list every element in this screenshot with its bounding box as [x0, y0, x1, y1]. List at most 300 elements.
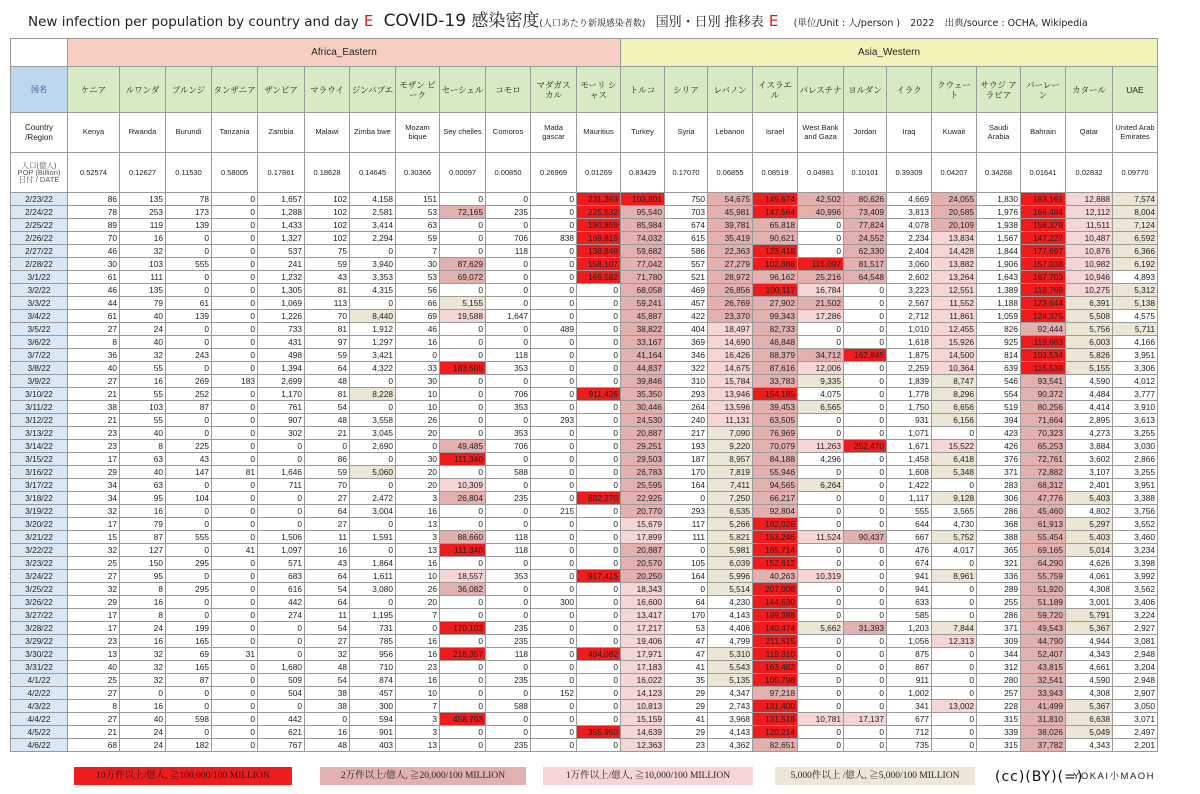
value-cell: 135	[120, 193, 166, 206]
value-cell: 0	[844, 544, 887, 557]
value-cell: 14,428	[932, 245, 977, 258]
value-cell: 23	[68, 440, 120, 453]
value-cell: 8	[68, 700, 120, 713]
value-cell: 0	[212, 297, 258, 310]
value-cell: 20,109	[932, 219, 977, 232]
value-cell: 3	[396, 492, 440, 505]
value-cell: 0	[577, 297, 621, 310]
value-cell: 22,925	[621, 492, 665, 505]
value-cell: 6,003	[1066, 336, 1113, 349]
value-cell: 61	[166, 297, 212, 310]
value-cell: 72,165	[440, 206, 486, 219]
value-cell: 0	[166, 570, 212, 583]
value-cell: 336	[977, 570, 1021, 583]
value-cell: 14,639	[621, 726, 665, 739]
value-cell: 615	[665, 232, 708, 245]
value-cell: 2,948	[1113, 648, 1158, 661]
value-cell: 40	[120, 310, 166, 323]
country-population: 0.17861	[258, 153, 305, 193]
value-cell: 442	[258, 713, 305, 726]
value-cell: 0	[932, 479, 977, 492]
value-cell: 0	[844, 284, 887, 297]
value-cell: 4,590	[1066, 674, 1113, 687]
value-cell: 0	[440, 466, 486, 479]
value-cell: 0	[531, 375, 577, 388]
value-cell: 218,357	[440, 648, 486, 661]
table-row	[11, 544, 1158, 557]
value-cell: 69,072	[440, 271, 486, 284]
value-cell: 48	[305, 414, 350, 427]
value-cell: 0	[577, 440, 621, 453]
value-cell: 4,590	[1066, 375, 1113, 388]
value-cell: 484,082	[577, 648, 621, 661]
table-row	[11, 271, 1158, 284]
value-cell: 123,418	[753, 245, 798, 258]
value-cell: 0	[531, 622, 577, 635]
date-cell: 3/12/22	[11, 414, 68, 427]
value-cell: 69,165	[1021, 544, 1066, 557]
value-cell: 20,770	[621, 505, 665, 518]
value-cell: 341	[887, 700, 932, 713]
value-cell: 85,984	[621, 219, 665, 232]
value-cell: 0	[844, 479, 887, 492]
value-cell: 62,330	[844, 245, 887, 258]
value-cell: 4,893	[1113, 271, 1158, 284]
date-cell: 3/17/22	[11, 479, 68, 492]
value-cell: 0	[531, 739, 577, 752]
country-name-jp: バーレーン	[1021, 67, 1066, 113]
value-cell: 1,327	[258, 232, 305, 245]
value-cell: 1,591	[350, 531, 396, 544]
value-cell: 66	[396, 297, 440, 310]
header-name-en-row	[11, 113, 1158, 153]
value-cell: 0	[844, 401, 887, 414]
value-cell: 59,241	[621, 297, 665, 310]
table-row	[11, 206, 1158, 219]
value-cell: 3,414	[350, 219, 396, 232]
table-row	[11, 492, 1158, 505]
value-cell: 683	[258, 570, 305, 583]
country-name-en: Bahrain	[1021, 113, 1066, 153]
value-cell: 41	[212, 544, 258, 557]
date-cell: 2/24/22	[11, 206, 68, 219]
country-name-jp: クウェート	[932, 67, 977, 113]
value-cell: 94,565	[753, 479, 798, 492]
country-population: 0.17070	[665, 153, 708, 193]
value-cell: 27	[305, 518, 350, 531]
table-row	[11, 531, 1158, 544]
value-cell: 0	[486, 479, 531, 492]
value-cell: 0	[166, 505, 212, 518]
value-cell: 339	[977, 726, 1021, 739]
value-cell: 154,185	[753, 388, 798, 401]
value-cell: 59	[305, 349, 350, 362]
value-cell: 0	[798, 687, 844, 700]
value-cell: 183	[212, 375, 258, 388]
value-cell: 2,907	[1113, 687, 1158, 700]
value-cell: 0	[531, 609, 577, 622]
table-row	[11, 583, 1158, 596]
value-cell: 423	[977, 427, 1021, 440]
page-title	[28, 6, 1188, 36]
value-cell: 7,844	[932, 622, 977, 635]
value-cell: 321	[977, 557, 1021, 570]
value-cell: 6,418	[932, 453, 977, 466]
value-cell: 1,976	[977, 206, 1021, 219]
value-cell: 63	[396, 219, 440, 232]
value-cell: 0	[166, 232, 212, 245]
value-cell: 5,049	[1066, 726, 1113, 739]
value-cell: 51,189	[1021, 596, 1066, 609]
value-cell: 0	[577, 713, 621, 726]
value-cell: 7,819	[708, 466, 753, 479]
value-cell: 0	[844, 583, 887, 596]
value-cell: 34	[68, 479, 120, 492]
value-cell: 3,613	[1113, 414, 1158, 427]
value-cell: 4,799	[708, 635, 753, 648]
value-cell: 81	[305, 323, 350, 336]
table-row	[11, 375, 1158, 388]
value-cell: 0	[486, 583, 531, 596]
value-cell: 111	[665, 531, 708, 544]
value-cell: 0	[212, 518, 258, 531]
value-cell: 20,585	[932, 206, 977, 219]
value-cell: 13,002	[932, 700, 977, 713]
value-cell: 269	[166, 375, 212, 388]
table-row	[11, 713, 1158, 726]
title-mark-2: E	[768, 12, 779, 30]
country-name-en: Lebanon	[708, 113, 753, 153]
value-cell: 586	[665, 245, 708, 258]
date-cell: 2/27/22	[11, 245, 68, 258]
value-cell: 0	[577, 518, 621, 531]
country-name-en: Comoros	[486, 113, 531, 153]
value-cell: 0	[350, 401, 396, 414]
value-cell: 185,714	[753, 544, 798, 557]
value-cell: 0	[844, 505, 887, 518]
value-cell: 0	[212, 258, 258, 271]
value-cell: 87	[166, 401, 212, 414]
value-cell: 5,403	[1066, 492, 1113, 505]
legend-item-100k: 10万件以上/億人, ≧100,000/100 MILLION	[74, 767, 292, 785]
value-cell: 0	[212, 557, 258, 570]
value-cell: 11,263	[798, 440, 844, 453]
value-cell: 61	[68, 310, 120, 323]
value-cell: 274	[258, 609, 305, 622]
value-cell: 7,090	[708, 427, 753, 440]
value-cell: 0	[486, 518, 531, 531]
value-cell: 3,224	[1113, 609, 1158, 622]
value-cell: 0	[440, 414, 486, 427]
value-cell: 1,002	[887, 687, 932, 700]
value-cell: 0	[531, 388, 577, 401]
value-cell: 4,343	[1066, 648, 1113, 661]
value-cell: 0	[798, 648, 844, 661]
value-cell: 0	[531, 518, 577, 531]
value-cell: 644	[887, 518, 932, 531]
country-population: 0.30366	[396, 153, 440, 193]
value-cell: 102	[305, 206, 350, 219]
value-cell: 11,524	[798, 531, 844, 544]
value-cell: 78	[166, 193, 212, 206]
value-cell: 70,323	[1021, 427, 1066, 440]
value-cell: 20	[396, 596, 440, 609]
value-cell: 13	[68, 648, 120, 661]
value-cell: 31,393	[844, 622, 887, 635]
country-name-en: Kenya	[68, 113, 120, 153]
value-cell: 47,776	[1021, 492, 1066, 505]
value-cell: 5,367	[1066, 622, 1113, 635]
value-cell: 43	[166, 453, 212, 466]
value-cell: 519	[977, 401, 1021, 414]
value-cell: 353	[486, 362, 531, 375]
value-cell: 0	[212, 700, 258, 713]
value-cell: 5,297	[1066, 518, 1113, 531]
value-cell: 97	[305, 336, 350, 349]
value-cell: 8,957	[708, 453, 753, 466]
date-cell: 3/22/22	[11, 544, 68, 557]
value-cell: 5,155	[1066, 362, 1113, 375]
value-cell: 38,822	[621, 323, 665, 336]
value-cell: 99,343	[753, 310, 798, 323]
value-cell: 2,404	[887, 245, 932, 258]
value-cell: 3,460	[1113, 531, 1158, 544]
country-name-en: Rwanda	[120, 113, 166, 153]
value-cell: 0	[577, 661, 621, 674]
value-cell: 838	[531, 232, 577, 245]
date-cell: 3/25/22	[11, 583, 68, 596]
value-cell: 79	[120, 518, 166, 531]
value-cell: 16	[396, 635, 440, 648]
value-cell: 253	[120, 206, 166, 219]
value-cell: 40	[120, 466, 166, 479]
value-cell: 1,458	[887, 453, 932, 466]
value-cell: 14,500	[932, 349, 977, 362]
value-cell: 118	[486, 349, 531, 362]
value-cell: 0	[798, 232, 844, 245]
value-cell: 105	[665, 557, 708, 570]
value-cell: 111,340	[440, 544, 486, 557]
date-cell: 3/28/22	[11, 622, 68, 635]
value-cell: 814	[977, 349, 1021, 362]
value-cell: 68,312	[1021, 479, 1066, 492]
value-cell: 4,308	[1066, 583, 1113, 596]
value-cell: 0	[486, 323, 531, 336]
value-cell: 16	[120, 635, 166, 648]
value-cell: 32	[120, 648, 166, 661]
value-cell: 264	[665, 401, 708, 414]
value-cell: 0	[577, 739, 621, 752]
value-cell: 5,826	[1066, 349, 1113, 362]
country-name-en: Syria	[665, 113, 708, 153]
value-cell: 3	[396, 713, 440, 726]
value-cell: 0	[531, 219, 577, 232]
value-cell: 43	[305, 557, 350, 570]
value-cell: 457	[350, 687, 396, 700]
value-cell: 20,570	[621, 557, 665, 570]
country-name-en: Malawi	[305, 113, 350, 153]
value-cell: 16	[396, 557, 440, 570]
value-cell: 0	[440, 518, 486, 531]
value-cell: 25,216	[798, 271, 844, 284]
value-cell: 65,253	[1021, 440, 1066, 453]
value-cell: 0	[258, 453, 305, 466]
value-cell: 55	[120, 414, 166, 427]
value-cell: 20,887	[621, 544, 665, 557]
value-cell: 0	[577, 674, 621, 687]
value-cell: 27	[68, 323, 120, 336]
country-name-jp: レバノン	[708, 67, 753, 113]
value-cell: 20,250	[621, 570, 665, 583]
value-cell: 35,419	[708, 232, 753, 245]
value-cell: 1,778	[887, 388, 932, 401]
value-cell: 43,815	[1021, 661, 1066, 674]
table-row	[11, 518, 1158, 531]
value-cell: 53	[665, 622, 708, 635]
value-cell: 0	[350, 297, 396, 310]
value-cell: 0	[798, 609, 844, 622]
country-name-jp: マラウイ	[305, 67, 350, 113]
value-cell: 0	[440, 284, 486, 297]
table-row	[11, 596, 1158, 609]
value-cell: 140,474	[753, 622, 798, 635]
value-cell: 1,646	[258, 466, 305, 479]
country-population: 0.04981	[798, 153, 844, 193]
value-cell: 0	[396, 349, 440, 362]
date-cell: 2/28/22	[11, 258, 68, 271]
value-cell: 147	[166, 466, 212, 479]
value-cell: 35	[665, 674, 708, 687]
value-cell: 300	[350, 700, 396, 713]
value-cell: 1,671	[887, 440, 932, 453]
value-cell: 0	[486, 193, 531, 206]
value-cell: 295	[166, 583, 212, 596]
value-cell: 0	[486, 219, 531, 232]
value-cell: 0	[932, 583, 977, 596]
value-cell: 231,363	[577, 193, 621, 206]
value-cell: 11,511	[1066, 219, 1113, 232]
value-cell: 431	[258, 336, 305, 349]
value-cell: 170	[665, 466, 708, 479]
value-cell: 82,733	[753, 323, 798, 336]
value-cell: 1,195	[350, 609, 396, 622]
value-cell: 7,250	[708, 492, 753, 505]
value-cell: 0	[844, 648, 887, 661]
value-cell: 11,861	[932, 310, 977, 323]
value-cell: 21	[68, 726, 120, 739]
title-unit: (単位/Unit : 人/person )	[793, 18, 901, 29]
value-cell: 29	[665, 700, 708, 713]
value-cell: 8,228	[350, 388, 396, 401]
value-cell: 4,143	[708, 609, 753, 622]
value-cell: 21	[68, 414, 120, 427]
value-cell: 0	[531, 427, 577, 440]
date-cell: 3/5/22	[11, 323, 68, 336]
value-cell: 0	[577, 349, 621, 362]
value-cell: 72,761	[1021, 453, 1066, 466]
value-cell: 0	[531, 531, 577, 544]
value-cell: 32,541	[1021, 674, 1066, 687]
value-cell: 403	[350, 739, 396, 752]
value-cell: 442	[258, 596, 305, 609]
value-cell: 1,117	[887, 492, 932, 505]
value-cell: 243	[166, 349, 212, 362]
value-cell: 40	[68, 362, 120, 375]
value-cell: 27,279	[708, 258, 753, 271]
legend	[10, 764, 1190, 790]
value-cell: 0	[212, 284, 258, 297]
value-cell: 1,750	[887, 401, 932, 414]
value-cell: 941	[887, 570, 932, 583]
value-cell: 0	[212, 232, 258, 245]
value-cell: 0	[665, 492, 708, 505]
value-cell: 29	[665, 687, 708, 700]
value-cell: 621	[258, 726, 305, 739]
value-cell: 0	[932, 596, 977, 609]
value-cell: 0	[531, 583, 577, 596]
value-cell: 88,660	[440, 531, 486, 544]
value-cell: 3,968	[708, 713, 753, 726]
value-cell: 4,078	[887, 219, 932, 232]
value-cell: 0	[440, 635, 486, 648]
value-cell: 118,769	[1021, 284, 1066, 297]
table-row	[11, 297, 1158, 310]
value-cell: 56	[396, 284, 440, 297]
value-cell: 23	[68, 635, 120, 648]
value-cell: 32	[68, 544, 120, 557]
value-cell: 8,296	[932, 388, 977, 401]
value-cell: 6,656	[932, 401, 977, 414]
value-cell: 15,522	[932, 440, 977, 453]
value-cell: 39,846	[621, 375, 665, 388]
value-cell: 187	[665, 453, 708, 466]
value-cell: 0	[531, 297, 577, 310]
value-cell: 3,223	[887, 284, 932, 297]
value-cell: 0	[212, 271, 258, 284]
value-cell: 127	[120, 544, 166, 557]
value-cell: 585	[887, 609, 932, 622]
value-cell: 0	[577, 700, 621, 713]
country-population: 0.18628	[305, 153, 350, 193]
value-cell: 16	[396, 674, 440, 687]
value-cell: 2,699	[258, 375, 305, 388]
date-cell: 3/7/22	[11, 349, 68, 362]
value-cell: 289	[977, 583, 1021, 596]
value-cell: 0	[531, 336, 577, 349]
date-cell: 3/30/22	[11, 648, 68, 661]
value-cell: 422	[665, 310, 708, 323]
country-name-jp: コモロ	[486, 67, 531, 113]
value-cell: 211,515	[753, 635, 798, 648]
value-cell: 489	[531, 323, 577, 336]
value-cell: 1,297	[350, 336, 396, 349]
value-cell: 1,657	[258, 193, 305, 206]
value-cell: 96,162	[753, 271, 798, 284]
value-cell: 17,137	[844, 713, 887, 726]
value-cell: 12,006	[798, 362, 844, 375]
value-cell: 31	[212, 648, 258, 661]
title-note: (人口あたり新規感染者数)	[539, 19, 646, 29]
value-cell: 5,312	[1113, 284, 1158, 297]
date-cell: 3/6/22	[11, 336, 68, 349]
value-cell: 257	[977, 687, 1021, 700]
value-cell: 163,482	[753, 661, 798, 674]
group-africa: Africa_Eastern	[68, 39, 621, 67]
value-cell: 18,557	[440, 570, 486, 583]
value-cell: 150	[120, 557, 166, 570]
value-cell: 0	[844, 687, 887, 700]
value-cell: 10,946	[1066, 271, 1113, 284]
